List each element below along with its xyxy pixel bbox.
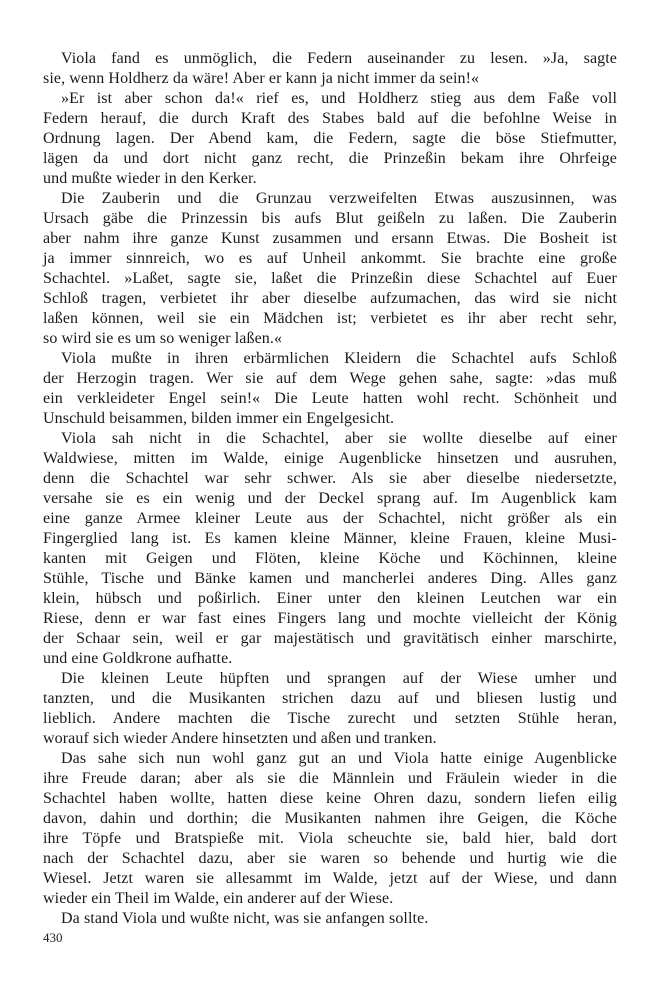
- text-line: »Er ist aber schon da!« rief es, und Holdherz stieg aus dem Faße voll: [61, 90, 617, 107]
- text-line: Wiesel. Jetzt waren sie allesammt im Walde, jetzt auf der Wiese, und dann: [43, 870, 617, 887]
- text-line: eine ganze Armee kleiner Leute aus der Schachtel, nicht größer als ein: [43, 510, 617, 527]
- body-text: [43, 49, 617, 929]
- text-line: worauf sich wieder Andere hinsetzten und aßen und tranken.: [43, 730, 437, 747]
- text-line: lägen da und dort nicht ganz recht, die Prinzeßin bekam ihre Ohrfeige: [43, 150, 617, 167]
- text-line: Federn herauf, die durch Kraft des Stabes bald auf die befohlne Weise in: [43, 110, 617, 127]
- text-line: sie, wenn Holdherz da wäre! Aber er kann ja nicht immer da sein!«: [43, 70, 480, 87]
- text-line: Fingerglied lang ist. Es kamen kleine Männer, kleine Frauen, kleine Musi-: [43, 530, 617, 547]
- paragraph: [43, 669, 617, 749]
- text-line: Ursach gäbe die Prinzessin bis aufs Blut geißeln zu laßen. Die Zauberin: [43, 210, 617, 227]
- paragraph: [43, 349, 617, 429]
- text-line: Viola mußte in ihren erbärmlichen Kleidern die Schachtel aufs Schloß: [61, 350, 617, 367]
- text-line: denn die Schachtel war sehr schwer. Als sie aber dieselbe niedersetzte,: [43, 470, 617, 487]
- text-line: kanten mit Geigen und Flöten, kleine Köche und Köchinnen, kleine: [43, 550, 617, 567]
- text-line: davon, dahin und dorthin; die Musikanten nahmen ihre Geigen, die Köche: [43, 810, 617, 827]
- text-line: Waldwiese, mitten im Walde, einige Augenblicke hinsetzen und ausruhen,: [43, 450, 617, 467]
- text-line: Riese, denn er war fast eines Fingers lang und mochte vielleicht der König: [43, 610, 617, 627]
- text-line: Viola sah nicht in die Schachtel, aber sie wollte dieselbe auf einer: [61, 430, 617, 447]
- text-line: tanzten, und die Musikanten strichen dazu auf und bliesen lustig und: [43, 690, 617, 707]
- paragraph: [43, 429, 617, 669]
- text-line: ja immer sinnreich, wo es auf Unheil ankommt. Sie brachte eine große: [43, 250, 617, 267]
- text-line: Schachtel haben wollte, hatten diese keine Ohren dazu, sondern liefen eilig: [43, 790, 617, 807]
- text-line: ein verkleideter Engel sein!« Die Leute hatten wohl recht. Schönheit und: [43, 390, 617, 407]
- text-line: Da stand Viola und wußte nicht, was sie anfangen sollte.: [61, 910, 429, 927]
- text-line: lieblich. Andere machten die Tische zurecht und setzten Stühle heran,: [43, 710, 617, 727]
- text-line: Das sahe sich nun wohl ganz gut an und Viola hatte einige Augenblicke: [61, 750, 617, 767]
- text-line: Stühle, Tische und Bänke kamen und mancherlei anderes Ding. Alles ganz: [43, 570, 617, 587]
- text-line: klein, hübsch und poßirlich. Einer unter den kleinen Leutchen war ein: [43, 590, 617, 607]
- text-line: so wird sie es um so weniger laßen.«: [43, 330, 283, 347]
- text-line: Die Zauberin und die Grunzau verzweifelten Etwas auszusinnen, was: [61, 190, 617, 207]
- text-line: Unschuld beisammen, bilden immer ein Engelgesicht.: [43, 410, 395, 427]
- paragraph: [43, 89, 617, 189]
- text-line: Schloß tragen, verbietet ihr aber dieselbe aufzumachen, das wird sie nicht: [43, 290, 617, 307]
- text-line: laßen können, weil sie ein Mädchen ist; verbietet es ihr aber recht sehr,: [43, 310, 617, 327]
- text-line: aber nahm ihre ganze Kunst zusammen und ersann Etwas. Die Bosheit ist: [43, 230, 617, 247]
- text-line: und eine Goldkrone aufhatte.: [43, 650, 233, 667]
- page-number: 430: [43, 930, 63, 945]
- text-line: wieder ein Theil im Walde, ein anderer auf der Wiese.: [43, 890, 394, 907]
- text-line: ihre Töpfe und Bratspieße mit. Viola scheuchte sie, bald hier, bald dort: [43, 830, 617, 847]
- text-line: versahe sie es ein wenig und der Deckel sprang auf. Im Augenblick kam: [43, 490, 617, 507]
- text-line: ihre Freude daran; aber als sie die Männlein und Fräulein wieder in die: [43, 770, 617, 787]
- text-line: der Herzogin tragen. Wer sie auf dem Wege gehen sahe, sagte: »das muß: [43, 370, 617, 387]
- paragraph: [43, 909, 617, 929]
- text-line: nach der Schachtel dazu, aber sie waren so behende und hurtig wie die: [43, 850, 617, 867]
- text-line: Viola fand es unmöglich, die Federn auseinander zu lesen. »Ja, sagte: [61, 50, 617, 67]
- paragraph: [43, 749, 617, 909]
- text-line: Schachtel. »Laßet, sagte sie, laßet die Prinzeßin diese Schachtel auf Euer: [43, 270, 617, 287]
- paragraph: [43, 189, 617, 349]
- paragraph: [43, 49, 617, 89]
- text-line: der Schaar sein, weil er gar majestätisch und gravitätisch einher marschirte,: [43, 630, 617, 647]
- text-line: Ordnung lagen. Der Abend kam, die Federn, sagte die böse Stiefmutter,: [43, 130, 617, 147]
- text-line: Die kleinen Leute hüpften und sprangen auf der Wiese umher und: [61, 670, 617, 687]
- text-line: und mußte wieder in den Kerker.: [43, 170, 257, 187]
